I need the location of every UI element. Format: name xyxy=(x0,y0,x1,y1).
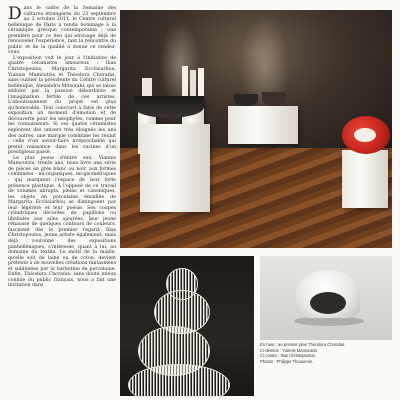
dropcap: D xyxy=(8,4,22,24)
caption-line: En haut : au premier plan Théodora Chorafas. xyxy=(260,342,346,347)
article-paragraph-2: L'exposition voit le jour à l'initiative de quatre céramistes amoureux : Ilias Christopoulos, Margarita Ecclisiarhou, Yiannis Mamoutzis et Théodora Chorafas, sans oublier la présidente du Centre culturel hellénique, Alexandra Mitsotaki, qui se laisse séduire par la passion débordante et l'imagination fertile de ces artistes. L'aboutissement du projet est plus qu'honorable. Tout concourt à faire de cette exposition un moment d'émotion et de découverte pour les néophytes, comme pour les connaisseurs. Si ces quatre céramistes explorent des univers très éloignés les uns des autres, une marque commune les réunit : celle d'un savoir-faire irréprochable qui prend naissance dans les racines d'un prestigieux passé. xyxy=(8,55,116,156)
dark-bowl xyxy=(234,94,258,106)
caption-line: Photos : Philippe Thouvenin. xyxy=(260,358,314,364)
article-paragraph-3: Le plus jeune d'entre eux, Yiannis Mamoutzis, trente ans, nous livre une série de pièces en grès blanc ou noir, aux formes combinées - mi-organiques, mi-géométriques - qui marquent l'espace de leur forte présence plastique. À l'opposé de ce travail de volumes abrupts, pleins et canoniques, les objets en porcelaine émaillée de Margarita Ecclisiarhou se distinguent par leur légèreté et leur poésie. Ses coupes cylindriques décorées de papillons ou libellules aux ailes ajourées, leur jeune réhaussé de quelques contours de couleurs, fascinent dès le premier regard. Ilias Christopoulos, jeune artiste également, mais déjà couronné des expositions panhelléniques, s'intéresse, quant à lui, au domaine du textile. Le motif de la maille, qu'elle soit de laine ou de coton, devient prétexte à de nouvelles créations fantasmées et sublimées par la barbotine de porcelaine. Enfin, Théodora Chorafas, sans doute mieux connue du public français, nous a fait une invitation dans xyxy=(8,155,116,289)
dark-bowl xyxy=(262,92,286,106)
plinth-front xyxy=(140,124,210,212)
caption-line: Ci-contre : Ilias Christopoulos. xyxy=(260,353,316,359)
white-column-sculpture xyxy=(190,70,196,98)
porcelain-baskets-photo xyxy=(120,256,254,396)
red-sculpture-opening xyxy=(354,128,376,142)
plinth xyxy=(228,106,298,144)
porcelain-basket xyxy=(128,364,230,396)
photo-captions xyxy=(260,342,392,364)
white-column-sculpture xyxy=(198,68,204,98)
article-paragraph-1 xyxy=(8,6,116,56)
gallery-exhibition-photo xyxy=(120,10,392,248)
black-bowl-sculpture xyxy=(134,96,204,118)
white-sculpture-photo xyxy=(260,256,392,340)
sculpture-cavity xyxy=(310,292,346,314)
plinth xyxy=(342,150,388,208)
caption-line: Ci-dessus : Yiannis Mamoutzis. xyxy=(260,347,319,353)
paragraph-text: ans le cadre de la Semaine des cultures étrangères du 23 septembre au 2 octobre 2011, le Centre culturel hellénique de Paris a rendu hommage à la céramique grecque contemporaine ; une première pour ce lieu qui envisage déjà de renouveler l'expérience, tant la rencontre du public et de la qualité a donné ce rendez-vous. xyxy=(8,6,116,56)
white-column-sculpture xyxy=(182,66,188,98)
article-text-column xyxy=(8,6,116,289)
